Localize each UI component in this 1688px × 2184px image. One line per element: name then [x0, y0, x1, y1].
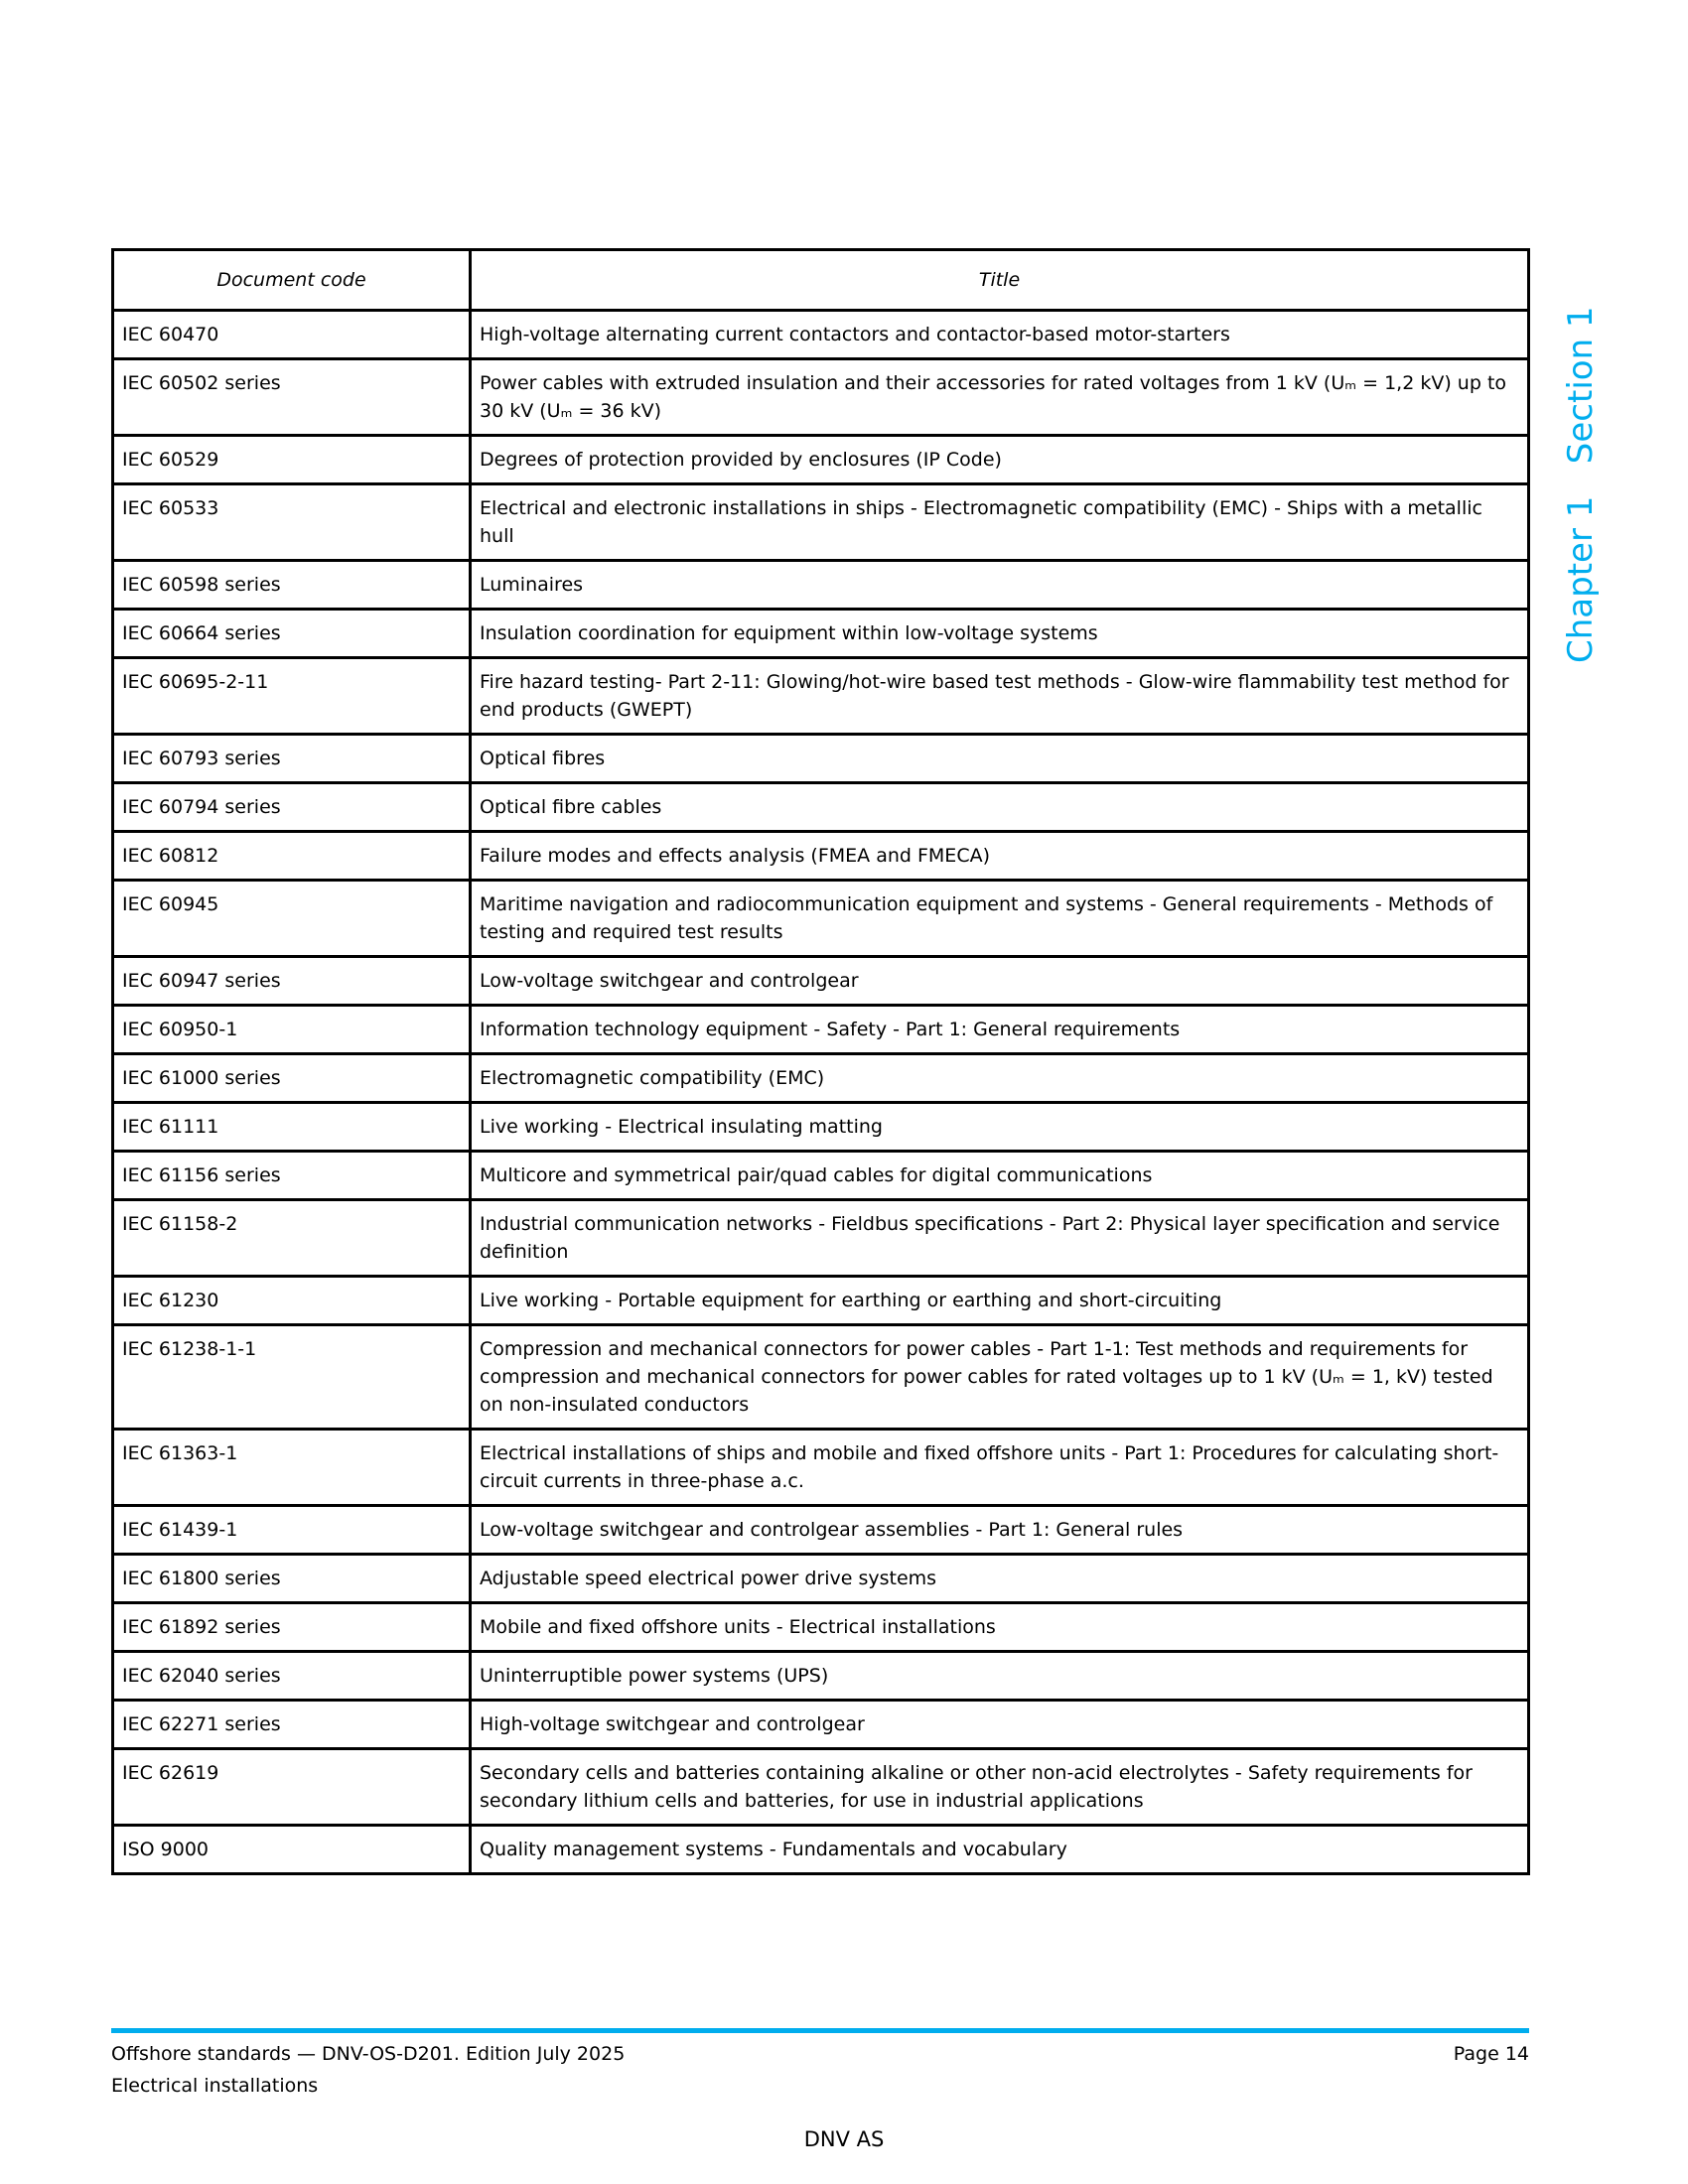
title-cell: Luminaires: [471, 561, 1529, 610]
table-row: [113, 1603, 1529, 1652]
document-code-cell: IEC 61800 series: [113, 1555, 471, 1603]
document-code-cell: IEC 62040 series: [113, 1652, 471, 1701]
document-code-cell: IEC 61892 series: [113, 1603, 471, 1652]
title-cell: Mobile and fixed offshore units - Electrical installations: [471, 1603, 1529, 1652]
title-cell: Uninterruptible power systems (UPS): [471, 1652, 1529, 1701]
table-row: [113, 1701, 1529, 1749]
table-row: [113, 1152, 1529, 1200]
document-code-cell: IEC 60947 series: [113, 957, 471, 1006]
document-code-cell: IEC 61111: [113, 1103, 471, 1152]
title-cell: Maritime navigation and radiocommunication equipment and systems - General requirements - Methods of testing and required test results: [471, 881, 1529, 957]
document-code-cell: IEC 60794 series: [113, 783, 471, 832]
table-row: [113, 735, 1529, 783]
title-cell: Optical fibre cables: [471, 783, 1529, 832]
title-cell: Compression and mechanical connectors for power cables - Part 1-1: Test methods and requirements for compression and mechanical connectors for power cables for rated voltages up to 1 kV (Uₘ = 1, kV) tested on non-insulated conductors: [471, 1325, 1529, 1430]
document-code-cell: IEC 60664 series: [113, 610, 471, 658]
title-cell: Adjustable speed electrical power drive systems: [471, 1555, 1529, 1603]
title-cell: Information technology equipment - Safety - Part 1: General requirements: [471, 1006, 1529, 1054]
table-row: [113, 1430, 1529, 1506]
header-document-code: Document code: [113, 250, 471, 311]
title-cell: Insulation coordination for equipment within low-voltage systems: [471, 610, 1529, 658]
title-cell: Optical fibres: [471, 735, 1529, 783]
table-row: [113, 610, 1529, 658]
document-code-cell: IEC 60945: [113, 881, 471, 957]
title-cell: Power cables with extruded insulation and their accessories for rated voltages from 1 kV (Uₘ = 1,2 kV) up to 30 kV (Uₘ = 36 kV): [471, 359, 1529, 436]
table-row: [113, 359, 1529, 436]
table-row: [113, 561, 1529, 610]
title-cell: Electromagnetic compatibility (EMC): [471, 1054, 1529, 1103]
table-row: [113, 881, 1529, 957]
title-cell: Degrees of protection provided by enclosures (IP Code): [471, 436, 1529, 484]
table-row: [113, 1103, 1529, 1152]
table-row: [113, 1006, 1529, 1054]
document-code-cell: IEC 62619: [113, 1749, 471, 1826]
table-row: [113, 832, 1529, 881]
title-cell: High-voltage alternating current contactors and contactor-based motor-starters: [471, 311, 1529, 359]
document-code-cell: IEC 60812: [113, 832, 471, 881]
document-code-cell: IEC 60598 series: [113, 561, 471, 610]
table-row: [113, 1200, 1529, 1277]
document-code-cell: IEC 60695-2-11: [113, 658, 471, 735]
document-code-cell: IEC 61158-2: [113, 1200, 471, 1277]
title-cell: Industrial communication networks - Fieldbus specifications - Part 2: Physical layer specification and service definition: [471, 1200, 1529, 1277]
footer-doc-title: Offshore standards — DNV-OS-D201. Edition July 2025: [111, 2043, 626, 2065]
footer-divider: [111, 2028, 1529, 2033]
table-row: [113, 1054, 1529, 1103]
document-code-cell: IEC 60533: [113, 484, 471, 561]
table-row: [113, 957, 1529, 1006]
title-cell: Low-voltage switchgear and controlgear: [471, 957, 1529, 1006]
table-row: [113, 436, 1529, 484]
title-cell: Secondary cells and batteries containing alkaline or other non-acid electrolytes - Safety requirements for secondary lithium cells and batteries, for use in industrial applications: [471, 1749, 1529, 1826]
table-row: [113, 311, 1529, 359]
document-code-cell: IEC 61363-1: [113, 1430, 471, 1506]
table-row: [113, 658, 1529, 735]
table-row: [113, 1325, 1529, 1430]
document-code-cell: ISO 9000: [113, 1826, 471, 1874]
table-row: [113, 484, 1529, 561]
table-row: [113, 1652, 1529, 1701]
document-code-cell: IEC 61238-1-1: [113, 1325, 471, 1430]
document-code-cell: IEC 62271 series: [113, 1701, 471, 1749]
table-row: [113, 1555, 1529, 1603]
document-code-cell: IEC 61230: [113, 1277, 471, 1325]
document-code-cell: IEC 61439-1: [113, 1506, 471, 1555]
page-number: Page 14: [1453, 2043, 1529, 2065]
chapter-section-label: Chapter 1 Section 1: [1561, 306, 1601, 663]
title-cell: Low-voltage switchgear and controlgear assemblies - Part 1: General rules: [471, 1506, 1529, 1555]
company-name: DNV AS: [803, 2127, 885, 2151]
table-row: [113, 1749, 1529, 1826]
document-code-cell: IEC 60793 series: [113, 735, 471, 783]
title-cell: Quality management systems - Fundamentals and vocabulary: [471, 1826, 1529, 1874]
footer-subtitle: Electrical installations: [111, 2075, 319, 2097]
table-row: [113, 1506, 1529, 1555]
table-row: [113, 1826, 1529, 1874]
title-cell: Electrical and electronic installations in ships - Electromagnetic compatibility (EMC) - Ships with a metallic hull: [471, 484, 1529, 561]
table-header-row: [113, 250, 1529, 311]
document-code-cell: IEC 60950-1: [113, 1006, 471, 1054]
title-cell: Failure modes and effects analysis (FMEA and FMECA): [471, 832, 1529, 881]
title-cell: Multicore and symmetrical pair/quad cables for digital communications: [471, 1152, 1529, 1200]
document-code-cell: IEC 61156 series: [113, 1152, 471, 1200]
table-row: [113, 1277, 1529, 1325]
title-cell: Electrical installations of ships and mobile and fixed offshore units - Part 1: Procedures for calculating short-circuit currents in three-phase a.c.: [471, 1430, 1529, 1506]
document-code-cell: IEC 60502 series: [113, 359, 471, 436]
title-cell: Live working - Portable equipment for earthing or earthing and short-circuiting: [471, 1277, 1529, 1325]
document-code-cell: IEC 60470: [113, 311, 471, 359]
title-cell: High-voltage switchgear and controlgear: [471, 1701, 1529, 1749]
references-table: [111, 248, 1530, 1875]
header-title: Title: [471, 250, 1529, 311]
title-cell: Live working - Electrical insulating matting: [471, 1103, 1529, 1152]
document-code-cell: IEC 60529: [113, 436, 471, 484]
table-row: [113, 783, 1529, 832]
document-code-cell: IEC 61000 series: [113, 1054, 471, 1103]
title-cell: Fire hazard testing- Part 2-11: Glowing/hot-wire based test methods - Glow-wire flammability test method for end products (GWEPT): [471, 658, 1529, 735]
